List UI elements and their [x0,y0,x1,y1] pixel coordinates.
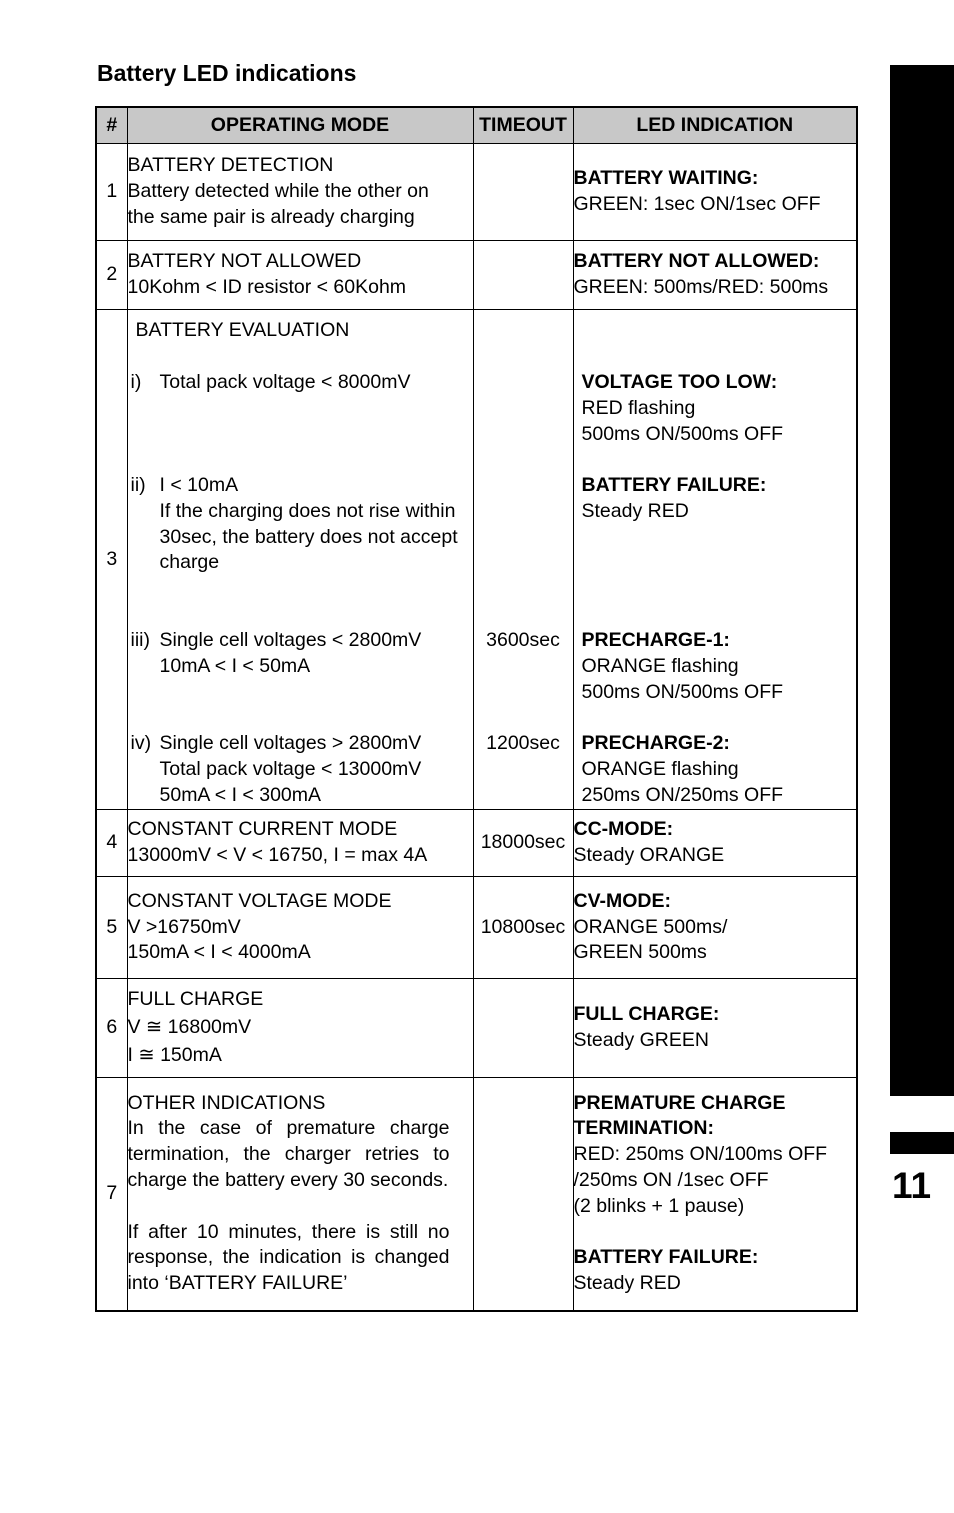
led-line: Steady GREEN [573,1029,709,1051]
timeout-cell [473,144,573,241]
mode-title: BATTERY EVALUATION [135,319,350,341]
led-title: FULL CHARGE: [573,1003,720,1026]
led-title: CV-MODE: [573,889,671,912]
led-block [582,473,857,525]
led-title: PRECHARGE-1: [581,629,730,651]
battery-led-table [95,106,858,1312]
operating-mode-cell [127,877,473,979]
mode-line: FULL CHARGE [127,988,264,1011]
mode-line: 10Kohm < ID resistor < 60Kohm [127,276,407,298]
led-line: 500ms ON/500ms OFF [581,422,784,445]
mode-line: V ≅ 16800mV [127,1015,252,1038]
table-row [96,241,857,310]
row-number: 3 [96,310,127,810]
led-title: BATTERY FAILURE: [581,474,767,496]
led-indication-cell [573,1078,857,1311]
led-indication-cell [573,144,857,241]
evaluation-item [130,628,473,680]
timeout-cell [473,310,573,810]
item-line: Single cell voltages > 2800mV [159,732,422,754]
item-line: charge [159,551,220,574]
timeout-cell [473,241,573,310]
item-line: I < 10mA [159,474,239,496]
mode-line: the same pair is already charging [127,205,415,228]
item-marker: i) [130,371,142,393]
led-line: 500ms ON/500ms OFF [581,680,784,703]
led-line: Steady ORANGE [573,844,725,866]
timeout-value: 3600sec [486,629,560,651]
led-line: ORANGE 500ms/ [573,915,728,938]
led-title: PRECHARGE-2: [581,732,730,754]
led-line: GREEN: 1sec ON/1sec OFF [573,193,821,215]
timeout-cell [473,979,573,1078]
operating-mode-cell [127,810,473,877]
mode-line: BATTERY NOT ALLOWED [127,250,362,273]
item-line: 30sec, the battery does not accept [159,525,458,548]
row-number: 2 [96,241,127,310]
row-number: 6 [96,979,127,1078]
table-row [96,1078,857,1311]
led-block [582,370,857,447]
led-line: (2 blinks + 1 pause) [573,1194,745,1217]
item-marker: iii) [130,629,150,651]
header-timeout: TIMEOUT [473,107,573,144]
row-number: 1 [96,144,127,241]
table-row [96,877,857,979]
mode-line: Battery detected while the other on [127,180,429,203]
led-line: ORANGE flashing [581,757,739,780]
mode-line: 150mA < I < 4000mA [127,941,311,964]
page-number: 11 [892,1165,932,1206]
mode-line: CONSTANT VOLTAGE MODE [127,889,392,912]
operating-mode-cell [127,979,473,1078]
evaluation-item [130,731,473,808]
item-line: Total pack voltage < 13000mV [159,757,422,780]
led-line: /250ms ON /1sec OFF [573,1168,769,1191]
timeout-cell [473,1078,573,1311]
led-indication-cell [573,877,857,979]
led-block [582,731,857,808]
mode-paragraph: In the case of premature charge termination, the charger retries to charge the battery every 30 seconds. [127,1117,450,1191]
mode-line: 13000mV < V < 16750, I = max 4A [127,844,428,866]
timeout-cell: 18000sec [473,810,573,877]
header-num: # [96,107,127,144]
item-line: Total pack voltage < 8000mV [159,371,411,393]
paragraph-gap [128,1194,450,1220]
header-led-indication: LED INDICATION [573,107,857,144]
operating-mode-cell [127,310,473,810]
operating-mode-cell [127,241,473,310]
led-title: BATTERY WAITING: [573,167,759,190]
led-title: VOLTAGE TOO LOW: [581,371,778,393]
mode-line: V >16750mV [127,915,241,938]
item-line: If the charging does not rise within [159,499,456,522]
mode-line: CONSTANT CURRENT MODE [127,818,398,841]
table-row [96,979,857,1078]
side-thumb-bar [890,65,954,1096]
item-line: 10mA < I < 50mA [159,654,311,677]
item-line: Single cell voltages < 2800mV [159,629,422,651]
table-row [96,310,857,810]
led-indication-cell [573,810,857,877]
table-row [96,810,857,877]
side-thumb-tab [890,1132,954,1154]
item-marker: ii) [130,474,146,496]
led-indication-cell [573,979,857,1078]
led-title: BATTERY NOT ALLOWED: [573,250,820,273]
row-number: 4 [96,810,127,877]
led-line: Steady RED [581,499,689,522]
timeout-value: 1200sec [486,732,560,754]
timeout-cell: 10800sec [473,877,573,979]
table-header-row [96,107,857,144]
page-heading: Battery LED indications [97,60,357,86]
mode-line: BATTERY DETECTION [127,154,334,177]
led-line: GREEN: 500ms/RED: 500ms [573,276,829,298]
led-line: Steady RED [573,1272,681,1295]
row-number: 7 [96,1078,127,1311]
row-number: 5 [96,877,127,979]
item-line: 50mA < I < 300mA [159,783,322,806]
led-line: GREEN 500ms [573,941,707,964]
mode-paragraph: If after 10 minutes, there is still no response, the indication is changed into ‘BATTERY FAILURE’ [127,1220,450,1295]
led-title: PREMATURE CHARGE TERMINATION: [573,1091,786,1140]
led-title: CC-MODE: [573,818,674,841]
led-block [582,628,857,705]
item-marker: iv) [130,732,152,754]
led-title: BATTERY FAILURE: [573,1246,759,1269]
led-line: RED: 250ms ON/100ms OFF [573,1143,828,1166]
mode-title: OTHER INDICATIONS [127,1091,326,1114]
led-line: RED flashing [581,396,696,419]
led-indication-cell [573,310,857,810]
header-operating-mode: OPERATING MODE [127,107,473,144]
mode-line: I ≅ 150mA [127,1043,222,1066]
operating-mode-cell [127,144,473,241]
led-gap [574,1220,857,1246]
led-line: ORANGE flashing [581,654,739,677]
evaluation-item [130,473,473,576]
operating-mode-cell [127,1078,473,1311]
led-indication-cell [573,241,857,310]
evaluation-item [130,370,473,396]
table-row [96,144,857,241]
led-line: 250ms ON/250ms OFF [581,783,784,806]
